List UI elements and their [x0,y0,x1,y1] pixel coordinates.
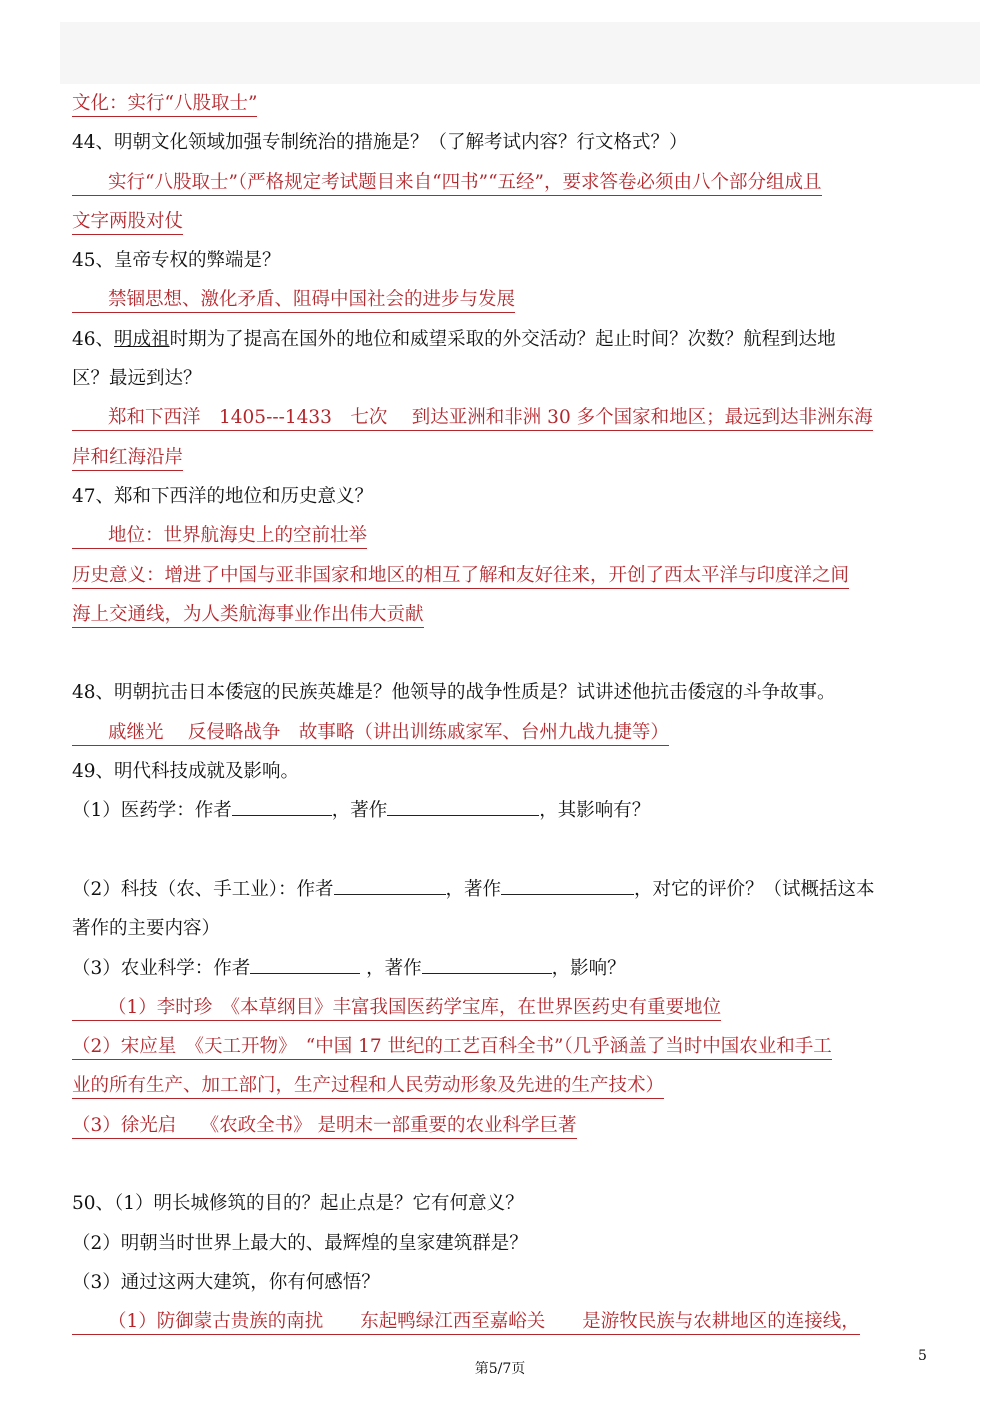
answer-47-status: 地位：世界航海史上的空前壮举 [72,516,932,555]
answer-45: 禁锢思想、激化矛盾、阻碍中国社会的进步与发展 [72,280,932,319]
answer-47-significance: 历史意义：增进了中国与亚非国家和地区的相互了解和友好往来，开创了西太平洋与印度洋之间 [72,556,932,595]
question-49-1: （1）医药学：作者 ，著作 ，其影响有？ [72,791,932,830]
answer-48: 戚继光 反侵略战争 故事略（讲出训练戚家军、台州九战九捷等） [72,713,932,752]
header-band [60,22,980,84]
answer-44: 实行“八股取士”（严格规定考试题目来自“四书”“五经”，要求答卷必须由八个部分组成且 [72,163,932,202]
question-49: 49、明代科技成就及影响。 [72,761,300,783]
question-50-3: （3）通过这两大建筑，你有何感悟？ [72,1271,380,1293]
answer-49-2: （2）宋应星 《天工开物》 “中国 17 世纪的工艺百科全书”（几乎涵盖了当时中国农业和手工 [72,1027,932,1066]
question-45: 45、皇帝专权的弊端是？ [72,250,281,272]
question-46-cont: 区？最远到达？ [72,368,202,390]
blank-field [232,795,332,816]
spacer [72,634,932,673]
question-49-2: （2）科技（农、手工业）：作者 ，著作 ，对它的评价？（试概括这本 [72,870,932,909]
page-footer: 第5/7页 [474,1361,526,1377]
blank-field [422,953,552,974]
blank-field [250,953,360,974]
page-number: 5 [918,1348,927,1364]
answer-49-2-cont: 业的所有生产、加工部门，生产过程和人民劳动形象及先进的生产技术） [72,1066,932,1105]
answer-line: 文化：实行“八股取士” [72,84,932,123]
spacer [72,831,932,870]
question-47: 47、郑和下西洋的地位和历史意义？ [72,485,374,507]
answer-49-3: （3）徐光启 《农政全书》 是明末一部重要的农业科学巨著 [72,1106,932,1145]
answer-47-cont: 海上交通线，为人类航海事业作出伟大贡献 [72,595,932,634]
answer-44-cont: 文字两股对仗 [72,202,932,241]
document-body [72,84,932,1342]
blank-field [501,874,634,895]
question-44: 44、明朝文化领域加强专制统治的措施是？（了解考试内容？行文格式？） [72,132,688,154]
question-49-3: （3）农业科学：作者 ，著作 ，影响？ [72,949,932,988]
question-46: 46、明成祖时期为了提高在国外的地位和威望采取的外交活动？起止时间？次数？航程到达地 [72,328,836,350]
blank-field [334,874,446,895]
answer-49-1: （1）李时珍 《本草纲目》丰富我国医药学宝库，在世界医药史有重要地位 [72,988,932,1027]
question-50-1: 50、（1）明长城修筑的目的？起止点是？它有何意义？ [72,1193,524,1215]
blank-field [387,795,539,816]
answer-46-cont: 岸和红海沿岸 [72,438,932,477]
question-49-2-cont: 著作的主要内容） [72,918,221,940]
answer-50-1: （1）防御蒙古贵族的南扰 东起鸭绿江西至嘉峪关 是游牧民族与农耕地区的连接线， [72,1302,932,1341]
question-50-2: （2）明朝当时世界上最大的、最辉煌的皇家建筑群是？ [72,1232,528,1254]
spacer [72,1145,932,1184]
question-48: 48、明朝抗击日本倭寇的民族英雄是？他领导的战争性质是？试讲述他抗击倭寇的斗争故事。 [72,682,836,704]
answer-46: 郑和下西洋 1405---1433 七次 到达亚洲和非洲 30 多个国家和地区；最远到达非洲东海 [72,398,932,437]
